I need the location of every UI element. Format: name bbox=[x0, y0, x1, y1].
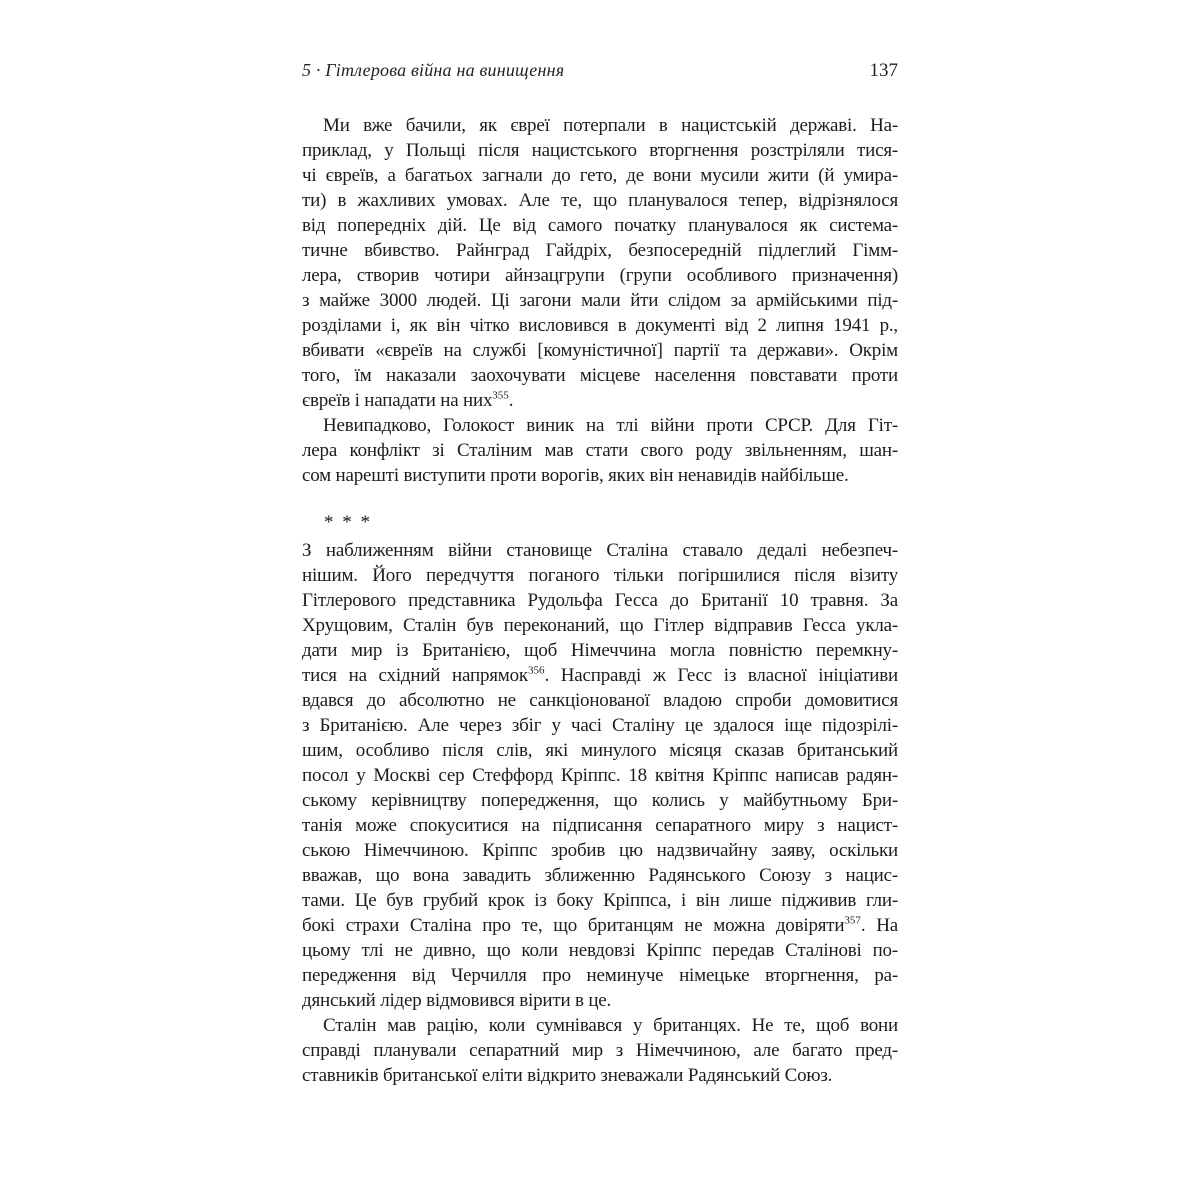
text-line: чі євреїв, а багатьох загнали до гето, де вони мусили жити (й умира- bbox=[302, 165, 898, 186]
text-line: лера конфлікт зі Сталіним мав стати свого роду звільненням, шан- bbox=[302, 440, 898, 461]
text-line: вбивати «євреїв на службі [комуністичної] партії та держави». Окрім bbox=[302, 340, 898, 361]
text-line: ставників британської еліти відкрито зневажали Радянський Союз. bbox=[302, 1065, 833, 1086]
text-line: вдався до абсолютно не санкціонованої владою спроби домовитися bbox=[302, 690, 898, 711]
section-separator: * * * bbox=[324, 512, 372, 533]
text-line: з майже 3000 людей. Ці загони мали йти слідом за армійськими під- bbox=[302, 290, 898, 311]
text-line: ською Німеччиною. Кріппс зробив цю надзвичайну заяву, оскільки bbox=[302, 840, 898, 861]
text-line: Гітлерового представника Рудольфа Гесса до Британії 10 травня. За bbox=[302, 590, 898, 611]
paragraph bbox=[302, 538, 898, 1013]
text-line: з Британією. Але через збіг у часі Сталіну це здалося іще підозрілі- bbox=[302, 715, 898, 736]
text-line: дати мир із Британією, щоб Німеччина могла повністю перемкну- bbox=[302, 640, 898, 661]
text-line: Ми вже бачили, як євреї потерпали в нацистській державі. На- bbox=[323, 115, 898, 136]
text-line: ти) в жахливих умовах. Але те, що планувалося тепер, відрізнялося bbox=[302, 190, 898, 211]
text-line: сом нарешті виступити проти ворогів, яких він ненавидів найбільше. bbox=[302, 465, 849, 486]
text-line: передження від Черчилля про неминуче німецьке вторгнення, ра- bbox=[302, 965, 898, 986]
text-line: тами. Це був грубий крок із боку Кріппса, і він лише підживив гли- bbox=[302, 890, 898, 911]
text-line: бокі страхи Сталіна про те, що британцям не можна довіряти$^{357}$. На bbox=[302, 914, 898, 936]
text-line: від попередніх дій. Це від самого початку планувалося як система- bbox=[302, 215, 898, 236]
text-line: розділами і, як він чітко висловився в документі від 2 липня 1941 р., bbox=[302, 315, 898, 336]
text-line: цьому тлі не дивно, що коли невдовзі Кріппс передав Сталінові по- bbox=[302, 940, 898, 961]
text-line: тичне вбивство. Райнград Гайдріх, безпосередній підлеглий Гімм- bbox=[302, 240, 898, 261]
footnote-reference: 357 bbox=[844, 914, 861, 927]
text-line: шим, особливо після слів, які минулого місяця сказав британський bbox=[302, 740, 898, 761]
text-line: вважав, що вона завадить зближенню Радянського Союзу з нацис- bbox=[302, 865, 898, 886]
text-line: ському керівництву попередження, що колись у майбутньому Бри- bbox=[302, 790, 898, 811]
text-line: дянський лідер відмовився вірити в це. bbox=[302, 990, 612, 1011]
text-line: справді планували сепаратний мир з Німеччиною, але багато пред- bbox=[302, 1040, 898, 1061]
text-line: Невипадково, Голокост виник на тлі війни проти СРСР. Для Гіт- bbox=[323, 415, 898, 436]
text-line: Хрущовим, Сталін був переконаний, що Гітлер відправив Гесса укла- bbox=[302, 615, 898, 636]
paragraph bbox=[302, 413, 898, 488]
footnote-reference: 355 bbox=[492, 389, 509, 402]
text-line: лера, створив чотири айнзацгрупи (групи особливого призначення) bbox=[302, 265, 898, 286]
paragraph bbox=[302, 113, 898, 413]
text-line: приклад, у Польщі після нацистського вторгнення розстріляли тися- bbox=[302, 140, 898, 161]
running-header bbox=[302, 60, 898, 82]
footnote-reference: 356 bbox=[527, 664, 545, 677]
page-number: 137 bbox=[869, 60, 898, 81]
text-line: того, їм наказали заохочувати місцеве населення повставати проти bbox=[302, 365, 898, 386]
paragraph bbox=[302, 1013, 898, 1088]
text-line: тися на східний напрямок$^{356}$. Насправді ж Гесс із власної ініціативи bbox=[302, 664, 898, 686]
text-line: посол у Москві сер Стеффорд Кріппс. 18 квітня Кріппс написав радян- bbox=[302, 765, 898, 786]
text-line: євреїв і нападати на них$^{355}$. bbox=[302, 389, 514, 411]
page-body bbox=[302, 113, 898, 1088]
text-line: Сталін мав рацію, коли сумнівався у британцях. Не те, щоб вони bbox=[323, 1015, 898, 1036]
text-line: З наближенням війни становище Сталіна ставало дедалі небезпеч- bbox=[302, 540, 898, 561]
text-line: нішим. Його передчуття поганого тільки погіршилися після візиту bbox=[302, 565, 898, 586]
text-line: танія може спокуситися на підписання сепаратного миру з нацист- bbox=[302, 815, 898, 836]
chapter-title: 5 · Гітлерова війна на винищення bbox=[302, 60, 565, 80]
